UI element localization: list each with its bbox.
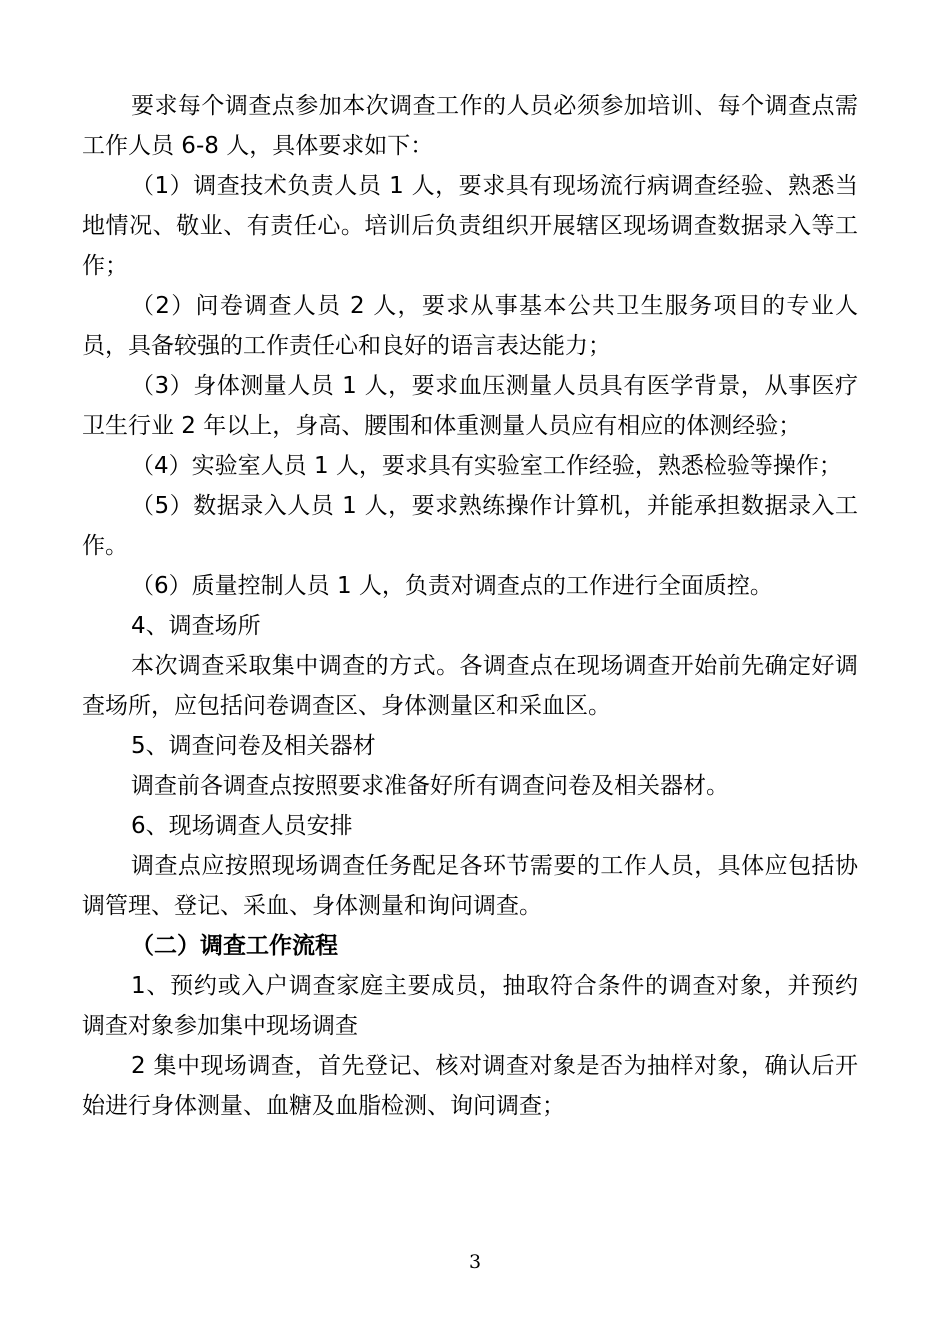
paragraph-venue: 本次调查采取集中调查的方式。各调查点在现场调查开始前先确定好调查场所，应包括问卷调查区、身体测量区和采血区。: [82, 653, 858, 719]
list-item-lab-staff: （4）实验室人员 1 人，要求具有实验室工作经验，熟悉检验等操作；: [131, 453, 842, 479]
list-item-technical-lead: （1）调查技术负责人员 1 人，要求具有现场流行病调查经验、熟悉当地情况、敬业、有责任心。培训后负责组织开展辖区现场调查数据录入等工作；: [82, 173, 858, 279]
section-heading-venue: 4、调查场所: [131, 613, 261, 639]
list-item-questionnaire-staff: （2）问卷调查人员 2 人，要求从事基本公共卫生服务项目的专业人员，具备较强的工作责任心和良好的语言表达能力；: [82, 293, 858, 359]
page-number: 3: [468, 1251, 482, 1273]
section-heading-staff-arrangement: 6、现场调查人员安排: [131, 813, 353, 839]
list-item-measurement-staff: （3）身体测量人员 1 人，要求血压测量人员具有医学背景，从事医疗卫生行业 2 年以上，身高、腰围和体重测量人员应有相应的体测经验；: [82, 373, 858, 439]
paragraph-workflow-step-2: 2 集中现场调查，首先登记、核对调查对象是否为抽样对象，确认后开始进行身体测量、血糖及血脂检测、询问调查；: [82, 1053, 858, 1119]
paragraph-questionnaires: 调查前各调查点按照要求准备好所有调查问卷及相关器材。: [131, 773, 729, 799]
paragraph-staff-arrangement: 调查点应按照现场调查任务配足各环节需要的工作人员，具体应包括协调管理、登记、采血、身体测量和询问调查。: [82, 853, 858, 919]
section-heading-workflow: （二）调查工作流程: [131, 933, 338, 959]
list-item-quality-control-staff: （6）质量控制人员 1 人，负责对调查点的工作进行全面质控。: [131, 573, 773, 599]
paragraph-staff-requirements-intro: 要求每个调查点参加本次调查工作的人员必须参加培训、每个调查点需工作人员 6-8 人，具体要求如下：: [82, 93, 858, 159]
document-body: [82, 86, 858, 1126]
paragraph-workflow-step-1: 1、预约或入户调查家庭主要成员，抽取符合条件的调查对象，并预约调查对象参加集中现场调查: [82, 973, 858, 1039]
section-heading-questionnaires: 5、调查问卷及相关器材: [131, 733, 376, 759]
list-item-data-entry-staff: （5）数据录入人员 1 人，要求熟练操作计算机，并能承担数据录入工作。: [82, 493, 858, 559]
